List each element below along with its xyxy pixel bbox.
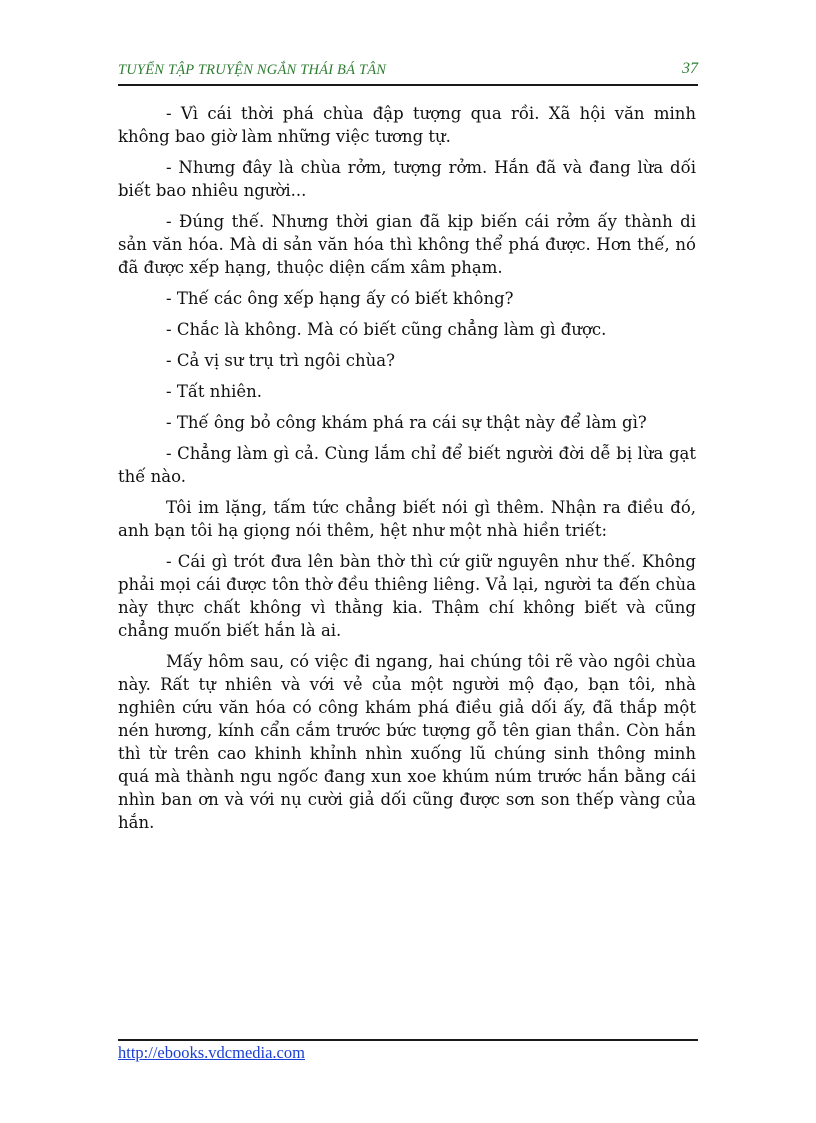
paragraph: - Đúng thế. Nhưng thời gian đã kịp biến cái rởm ấy thành di sản văn hóa. Mà di sản văn hóa thì không thể phá được. Hơn thế, nó đã được xếp hạng, thuộc diện cấm xâm phạm. — [118, 212, 696, 277]
paragraph: - Chắc là không. Mà có biết cũng chẳng làm gì được. — [166, 320, 607, 339]
paragraph: - Cả vị sư trụ trì ngôi chùa? — [166, 351, 395, 370]
paragraph: - Thế ông bỏ công khám phá ra cái sự thật này để làm gì? — [166, 413, 647, 432]
footer-divider — [118, 1039, 698, 1041]
paragraph: - Thế các ông xếp hạng ấy có biết không? — [166, 289, 514, 308]
paragraph: - Nhưng đây là chùa rởm, tượng rởm. Hắn đã và đang lừa dối biết bao nhiêu người... — [118, 158, 696, 200]
story-text — [118, 102, 696, 842]
page-header — [118, 62, 698, 86]
paragraph: - Chẳng làm gì cả. Cùng lắm chỉ để biết người đời dễ bị lừa gạt thế nào. — [118, 444, 696, 486]
paragraph: - Cái gì trót đưa lên bàn thờ thì cứ giữ nguyên như thế. Không phải mọi cái được tôn thờ đều thiêng liêng. Vả lại, người ta đến chùa này thực chất không vì thằng kia. Thậm chí không biết và cũng chẳng muốn biết hắn là ai. — [118, 552, 696, 640]
page-number: 37 — [682, 60, 698, 77]
footer-website-link[interactable]: http://ebooks.vdcmedia.com — [118, 1043, 305, 1062]
paragraph: - Vì cái thời phá chùa đập tượng qua rồi. Xã hội văn minh không bao giờ làm những việc tương tự. — [118, 104, 696, 146]
paragraph: Tôi im lặng, tấm tức chẳng biết nói gì thêm. Nhận ra điều đó, anh bạn tôi hạ giọng nói thêm, hệt như một nhà hiền triết: — [118, 498, 696, 540]
paragraph: - Tất nhiên. — [166, 382, 262, 401]
book-title: TUYỂN TẬP TRUYỆN NGẮN THÁI BÁ TÂN — [118, 62, 387, 78]
paragraph: Mấy hôm sau, có việc đi ngang, hai chúng tôi rẽ vào ngôi chùa này. Rất tự nhiên và với vẻ của một người mộ đạo, bạn tôi, nhà nghiên cứu văn hóa có công khám phá điều giả dối ấy, đã thắp một nén hương, kính cẩn cắm trước bức tượng gỗ tên gian thần. Còn hắn thì từ trên cao khinh khỉnh nhìn xuống lũ chúng sinh thông minh quá mà thành ngu ngốc đang xun xoe khúm núm trước hắn bằng cái nhìn ban ơn và với nụ cười giả dối cũng được sơn son thếp vàng của hắn. — [118, 652, 696, 832]
